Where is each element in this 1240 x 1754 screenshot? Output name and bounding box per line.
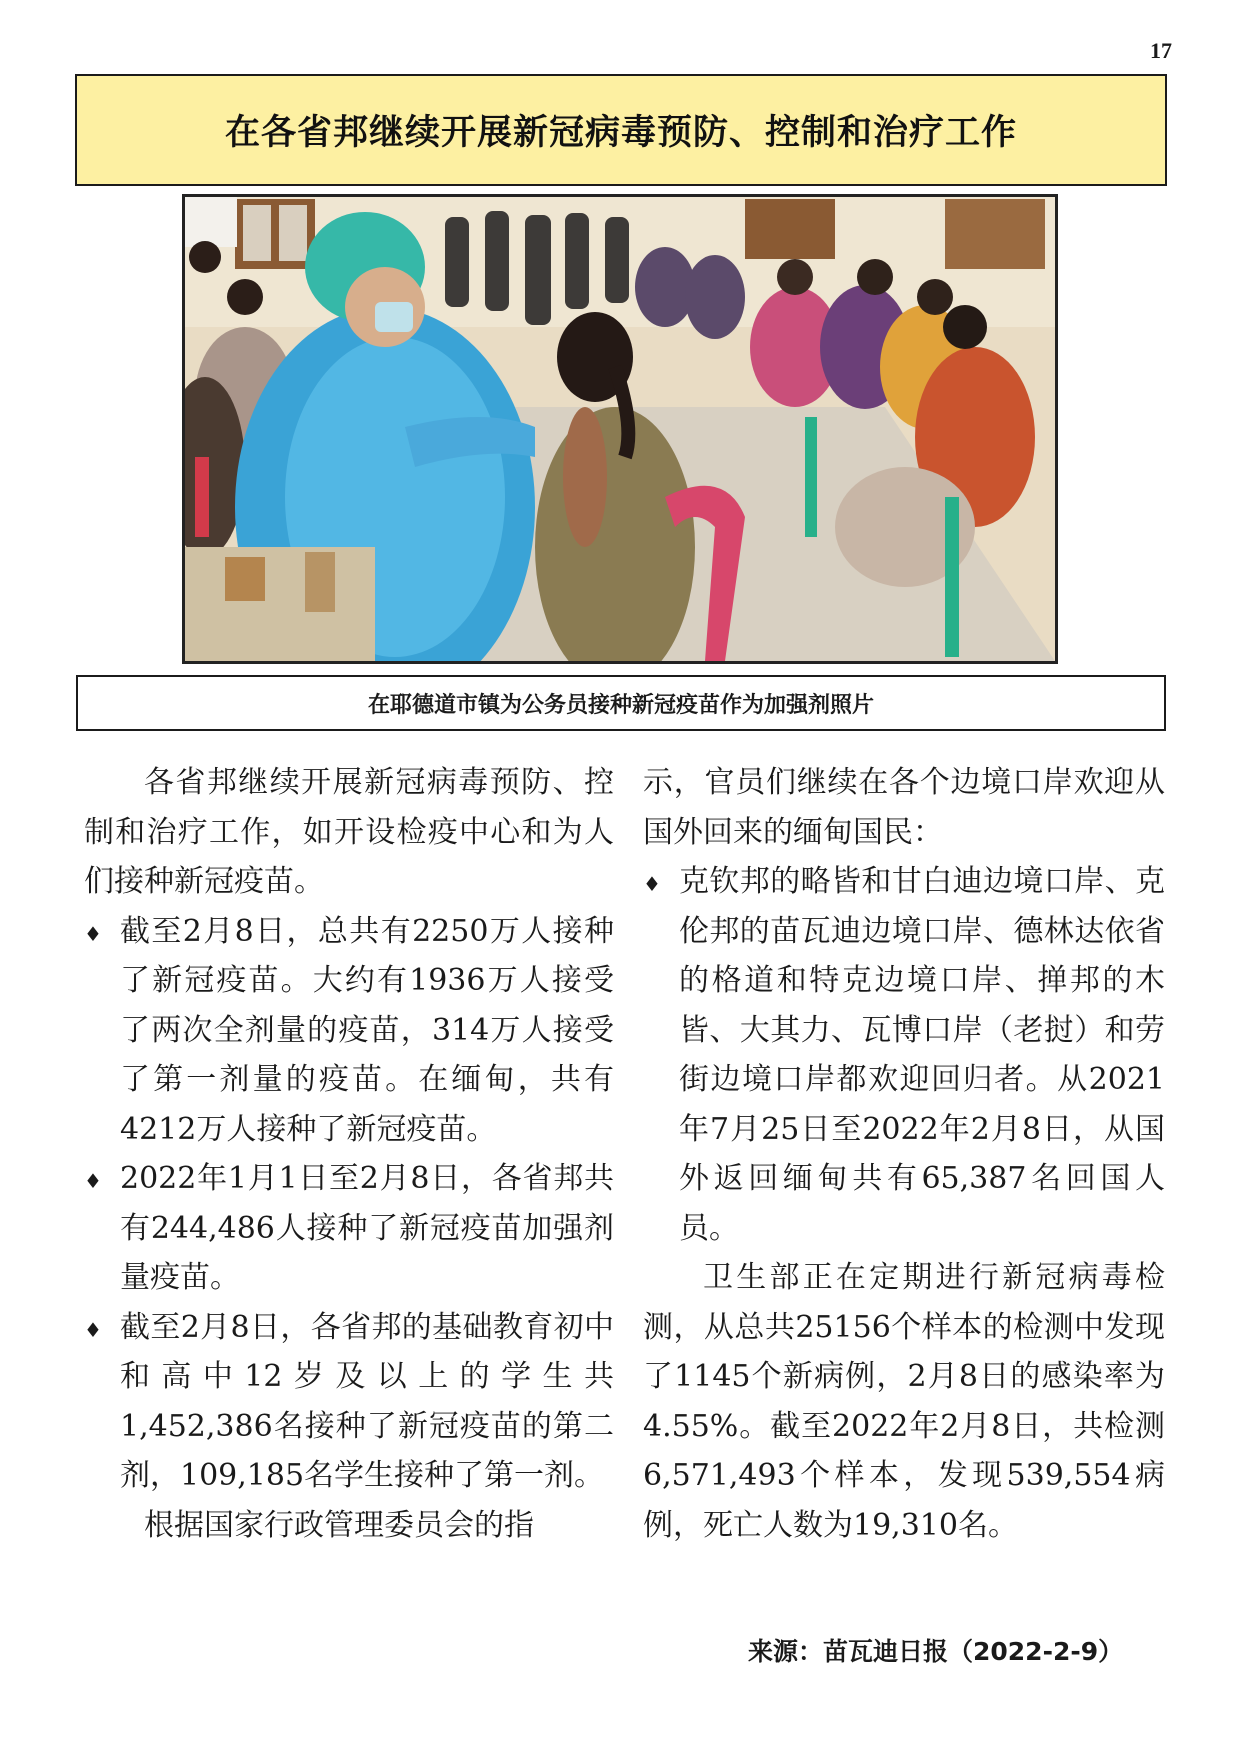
bullet-text: 截至2月8日，各省邦的基础教育初中和高中12岁及以上的学生共1,452,386名接种了新冠疫苗的第二剂，109,185名学生接种了第一剂。	[120, 1309, 614, 1493]
closing-paragraph: 根据国家行政管理委员会的指	[144, 1507, 534, 1543]
diamond-bullet-icon: ♦	[84, 1169, 102, 1193]
testing-paragraph: 卫生部正在定期进行新冠病毒检测，从总共25156个样本的检测中发现了1145个新病例，2月8日的感染率为4.55%。截至2022年2月8日，共检测6,571,493个样本，发现539,554病例，死亡人数为19,310名。	[643, 1260, 1165, 1543]
diamond-bullet-icon: ♦	[84, 921, 102, 946]
source-line: 来源：苗瓦迪日报（2022-2-9）	[748, 1637, 1124, 1666]
list-item	[84, 907, 614, 1155]
photo-caption: 在耶德道市镇为公务员接种新冠疫苗作为加强剂照片	[367, 692, 874, 718]
page-number: 17	[1150, 38, 1172, 63]
title-banner	[75, 74, 1167, 186]
list-item	[84, 1154, 614, 1303]
right-column	[643, 758, 1165, 1550]
left-column	[84, 758, 614, 1550]
continuation-paragraph: 示，官员们继续在各个边境口岸欢迎从国外回来的缅甸国民：	[643, 765, 1165, 850]
article-title: 在各省邦继续开展新冠病毒预防、控制和治疗工作	[224, 113, 1017, 153]
intro-paragraph: 各省邦继续开展新冠病毒预防、控制和治疗工作，如开设检疫中心和为人们接种新冠疫苗。	[84, 765, 614, 899]
diamond-bullet-icon: ♦	[84, 1317, 102, 1342]
list-item	[643, 857, 1165, 1253]
bullet-text: 克钦邦的略皆和甘白迪边境口岸、克伦邦的苗瓦迪边境口岸、德林达依省的格道和特克边境口岸、掸邦的木皆、大其力、瓦博口岸（老挝）和劳街边境口岸都欢迎回归者。从2021年7月25日至2022年2月8日，从国外返回缅甸共有65,387名回国人员。	[679, 864, 1165, 1246]
diamond-bullet-icon: ♦	[643, 872, 661, 896]
list-item	[84, 1303, 614, 1501]
bullet-text: 截至2月8日，总共有2250万人接种了新冠疫苗。大约有1936万人接受了两次全剂量的疫苗，314万人接受了第一剂量的疫苗。在缅甸，共有4212万人接种了新冠疫苗。	[120, 913, 614, 1147]
vaccination-photo	[182, 194, 1058, 664]
bullet-text: 2022年1月1日至2月8日，各省邦共有244,486人接种了新冠疫苗加强剂量疫苗。	[120, 1161, 614, 1295]
photo-caption-box	[76, 675, 1166, 731]
